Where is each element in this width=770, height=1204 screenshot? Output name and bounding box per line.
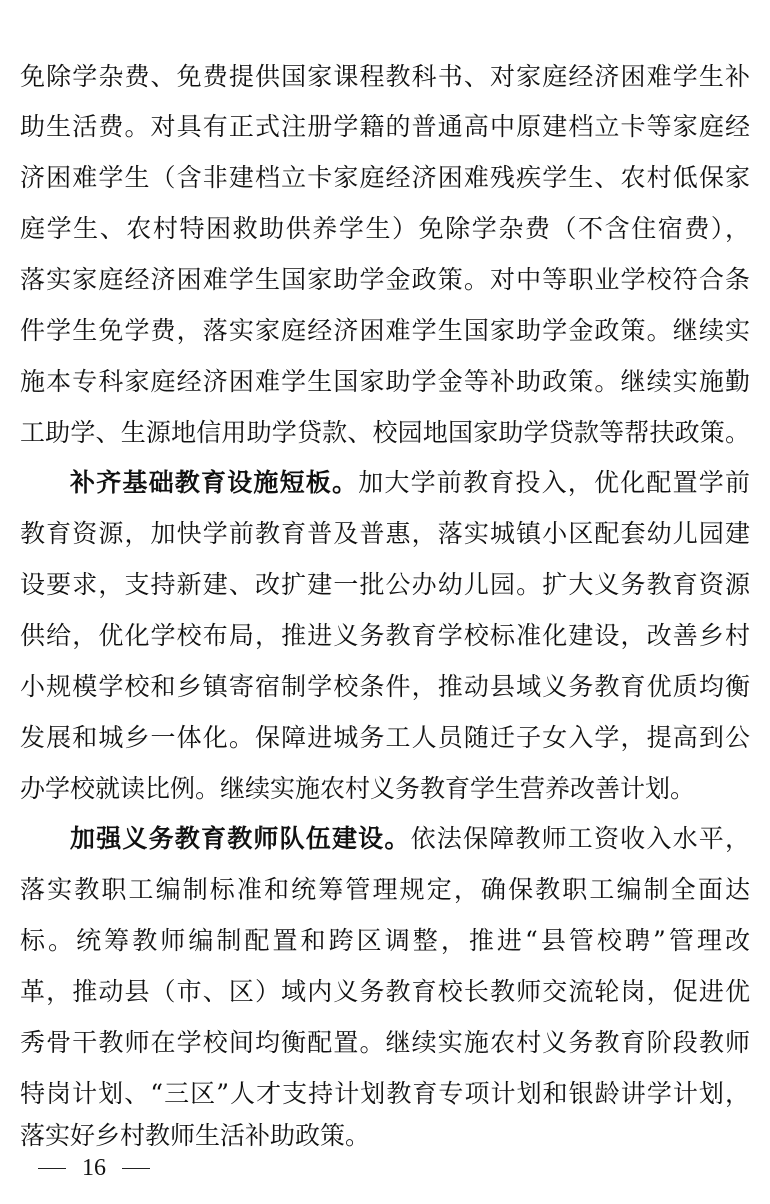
text-line: 免除学杂费、免费提供国家课程教科书、对家庭经济困难学生补 bbox=[20, 62, 750, 91]
text-line: 庭学生、农村特困救助供养学生）免除学杂费（不含住宿费）， bbox=[20, 214, 750, 243]
text-line: 济困难学生（含非建档立卡家庭经济困难残疾学生、农村低保家 bbox=[20, 163, 750, 192]
paragraph-opening-line bbox=[70, 463, 750, 503]
text-line: 标。统筹教师编制配置和跨区调整，推进“县管校聘”管理改 bbox=[20, 926, 750, 955]
section-heading-infrastructure: 补齐基础教育设施短板。 bbox=[70, 468, 359, 497]
text-line: 设要求，支持新建、改扩建一批公办幼儿园。扩大义务教育资源 bbox=[20, 570, 750, 599]
text-line: 落实教职工编制标准和统筹管理规定，确保教职工编制全面达 bbox=[20, 875, 750, 904]
text-line: 特岗计划、“三区”人才支持计划教育专项计划和银龄讲学计划， bbox=[20, 1079, 750, 1108]
text-line: 办学校就读比例。继续实施农村义务教育学生营养改善计划。 bbox=[20, 774, 696, 803]
text-line: 施本专科家庭经济困难学生国家助学金等补助政策。继续实施勤 bbox=[20, 367, 750, 396]
paragraph-opening-line bbox=[70, 819, 750, 859]
text-line: 发展和城乡一体化。保障进城务工人员随迁子女入学，提高到公 bbox=[20, 723, 750, 752]
text-line: 件学生免学费，落实家庭经济困难学生国家助学金政策。继续实 bbox=[20, 316, 750, 345]
text-line: 革，推动县（市、区）域内义务教育校长教师交流轮岗，促进优 bbox=[20, 977, 750, 1006]
text-line: 落实好乡村教师生活补助政策。 bbox=[20, 1121, 371, 1150]
text-run: 依法保障教师工资收入水平， bbox=[410, 824, 750, 853]
text-line: 教育资源，加快学前教育普及普惠，落实城镇小区配套幼儿园建 bbox=[20, 519, 750, 548]
dash-right bbox=[122, 1168, 150, 1169]
text-run: 加大学前教育投入，优化配置学前 bbox=[358, 468, 750, 497]
text-line: 工助学、生源地信用助学贷款、校园地国家助学贷款等帮扶政策。 bbox=[20, 418, 750, 447]
text-line: 小规模学校和乡镇寄宿制学校条件，推动县域义务教育优质均衡 bbox=[20, 672, 750, 701]
section-heading-teachers: 加强义务教育教师队伍建设。 bbox=[70, 824, 411, 853]
dash-left bbox=[38, 1168, 66, 1169]
text-line: 秀骨干教师在学校间均衡配置。继续实施农村义务教育阶段教师 bbox=[20, 1028, 750, 1057]
text-line: 供给，优化学校布局，推进义务教育学校标准化建设，改善乡村 bbox=[20, 621, 750, 650]
page-number-value: 16 bbox=[82, 1155, 106, 1181]
text-line: 落实家庭经济困难学生国家助学金政策。对中等职业学校符合条 bbox=[20, 265, 750, 294]
page-number bbox=[38, 1150, 150, 1185]
text-line: 助生活费。对具有正式注册学籍的普通高中原建档立卡等家庭经 bbox=[20, 112, 750, 141]
